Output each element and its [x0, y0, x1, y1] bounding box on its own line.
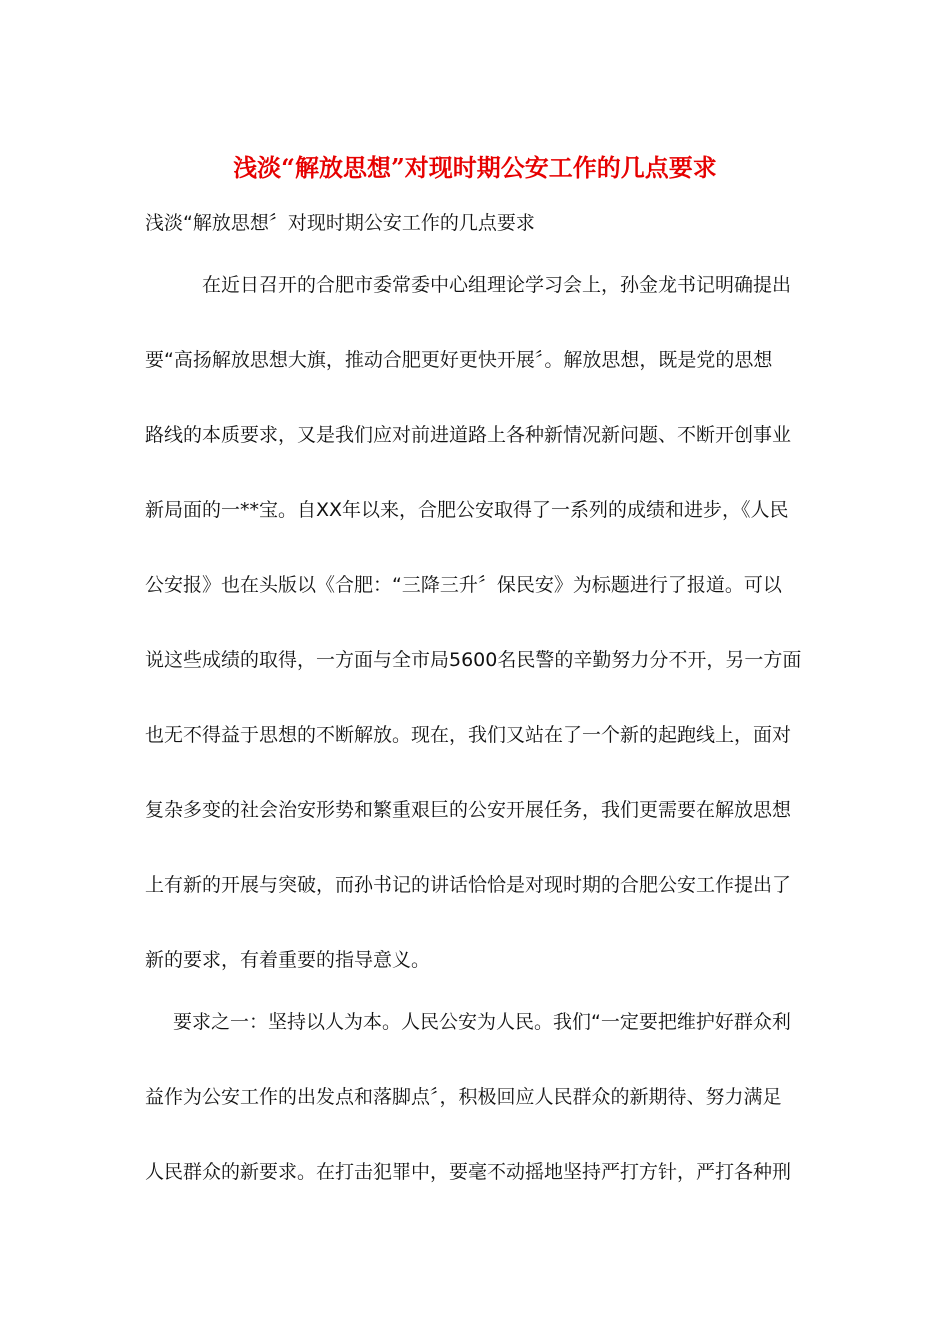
paragraph-line: 新局面的一**宝。自XX年以来，合肥公安取得了一系列的成绩和进步，《人民 — [145, 499, 789, 521]
paragraph-line: 路线的本质要求，又是我们应对前进道路上各种新情况新问题、不断开创事业 — [145, 424, 792, 446]
paragraph-line: 在近日召开的合肥市委常委中心组理论学习会上，孙金龙书记明确提出 — [202, 274, 792, 296]
paragraph-line: 公安报》也在头版以《合肥：“三降三升〞保民安》为标题进行了报道。可以 — [145, 574, 782, 596]
document-title: 浅淡“解放思想”对现时期公安工作的几点要求 — [233, 153, 717, 182]
paragraph-line: 新的要求，有着重要的指导意义。 — [145, 949, 431, 971]
document-subtitle: 浅淡“解放思想〞对现时期公安工作的几点要求 — [145, 212, 535, 234]
paragraph-line: 人民群众的新要求。在打击犯罪中，要毫不动摇地坚持严打方针，严打各种刑 — [145, 1161, 792, 1183]
paragraph-line: 说这些成绩的取得，一方面与全市局5600名民警的辛勤努力分不开，另一方面 — [145, 649, 802, 671]
paragraph-line: 复杂多变的社会治安形势和繁重艰巨的公安开展任务，我们更需要在解放思想 — [145, 799, 792, 821]
paragraph-line: 上有新的开展与突破，而孙书记的讲话恰恰是对现时期的合肥公安工作提出了 — [145, 874, 792, 896]
paragraph-line: 益作为公安工作的出发点和落脚点〞，积极回应人民群众的新期待、努力满足 — [145, 1086, 782, 1108]
paragraph-line: 也无不得益于思想的不断解放。现在，我们又站在了一个新的起跑线上，面对 — [145, 724, 792, 746]
paragraph-line: 要求之一：坚持以人为本。人民公安为人民。我们“一定要把维护好群众利 — [173, 1011, 791, 1033]
paragraph-line: 要“高扬解放思想大旗，推动合肥更好更快开展〞。解放思想，既是党的思想 — [145, 349, 773, 371]
